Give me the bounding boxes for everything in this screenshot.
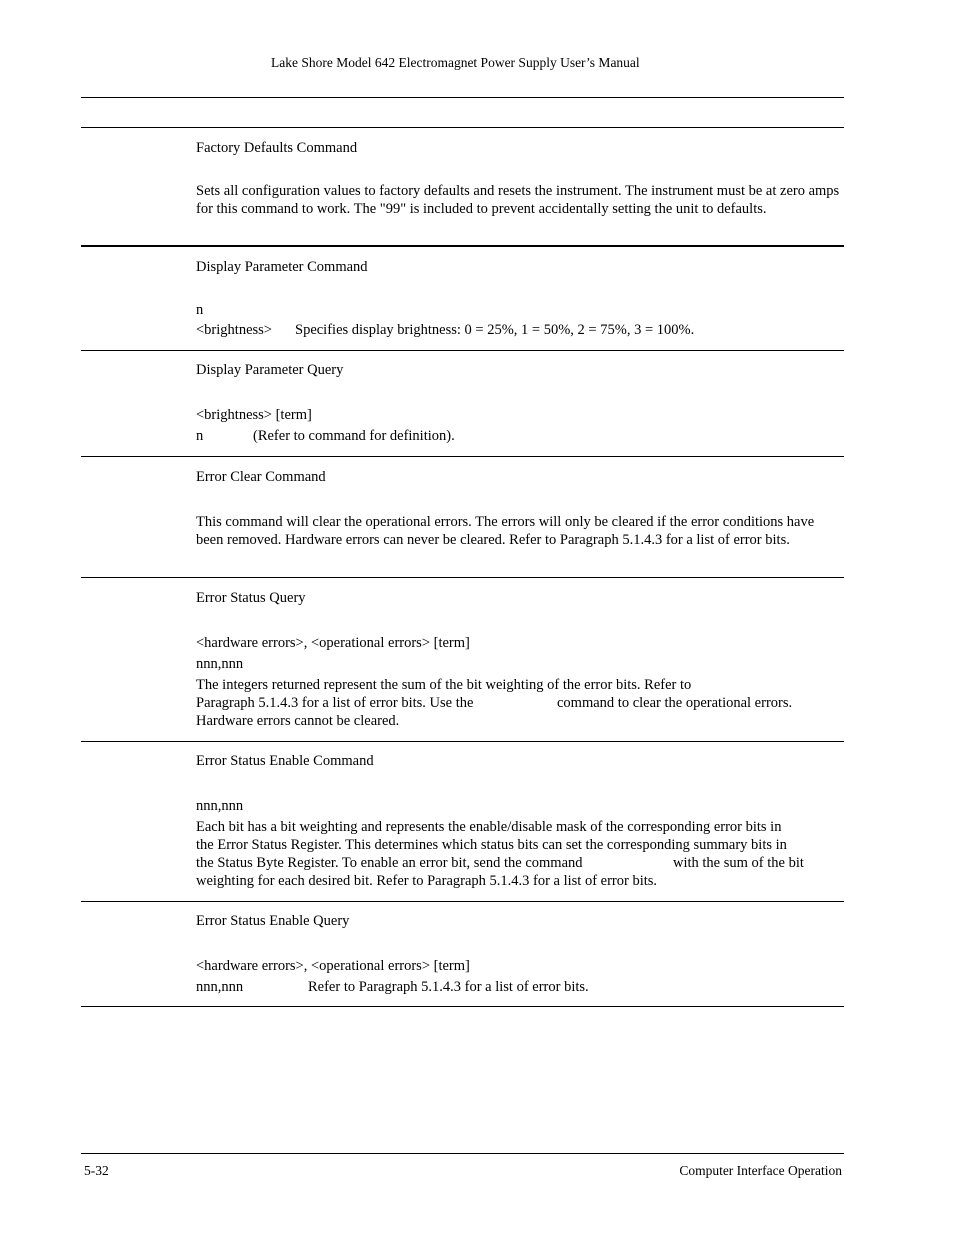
entry-remarks-line: the Status Byte Register. To enable an error bit, send the command (196, 855, 583, 871)
entry-returned: <hardware errors>, <operational errors> [term] (196, 958, 470, 974)
entry-format: nnn,nnn (196, 798, 244, 814)
entry-format: nnn,nnn (196, 979, 244, 995)
page-header-title: Lake Shore Model 642 Electromagnet Power Supply User’s Manual (271, 55, 640, 70)
entry-title: Error Status Enable Query (196, 913, 350, 929)
page-number: 5-32 (84, 1163, 109, 1178)
entry-divider (81, 901, 844, 902)
header-rule (81, 97, 844, 98)
entry-format: n (196, 302, 204, 318)
entry-remarks-line: Hardware errors cannot be cleared. (196, 713, 400, 729)
entry-remarks-line: the Error Status Register. This determines which status bits can set the corresponding summary bits in (196, 837, 787, 853)
entry-remarks-line: Each bit has a bit weighting and represents the enable/disable mask of the corresponding error bits in (196, 819, 782, 835)
entry-divider (81, 127, 844, 128)
entry-divider (81, 1006, 844, 1007)
entry-title: Display Parameter Query (196, 362, 344, 378)
entry-divider (81, 741, 844, 742)
entry-divider (81, 456, 844, 457)
entry-remarks: Sets all configuration values to factory defaults and resets the instrument. The instrument must be at zero amps for this command to work. The "99" is included to prevent accidentally setting the unit to defaults. (196, 183, 840, 217)
entry-divider (81, 577, 844, 578)
entry-format-note: Refer to Paragraph 5.1.4.3 for a list of error bits. (308, 979, 589, 995)
entry-title: Display Parameter Command (196, 259, 368, 275)
entry-title: Factory Defaults Command (196, 140, 358, 156)
entry-remarks-line: Paragraph 5.1.4.3 for a list of error bits. Use the (196, 695, 474, 711)
entry-returned: <brightness> [term] (196, 407, 312, 423)
entry-remarks-line: command to clear the operational errors. (557, 695, 793, 711)
entry-format: n (196, 428, 204, 444)
footer-section-title: Computer Interface Operation (679, 1163, 842, 1178)
entry-remarks-line: with the sum of the bit (673, 855, 804, 871)
param-description: Specifies display brightness: 0 = 25%, 1 = 50%, 2 = 75%, 3 = 100%. (295, 322, 695, 338)
entry-divider (81, 245, 844, 247)
entry-remarks-line: The integers returned represent the sum of the bit weighting of the error bits. Refer to (196, 677, 692, 693)
entry-title: Error Status Query (196, 590, 306, 606)
entry-format: nnn,nnn (196, 656, 244, 672)
entry-divider (81, 350, 844, 351)
param-name: <brightness> (196, 322, 272, 338)
footer-rule (81, 1153, 844, 1154)
entry-remarks-line: weighting for each desired bit. Refer to Paragraph 5.1.4.3 for a list of error bits. (196, 873, 658, 889)
entry-title: Error Clear Command (196, 469, 326, 485)
entry-remarks: This command will clear the operational errors. The errors will only be cleared if the error conditions have been removed. Hardware errors can never be cleared. Refer to Paragraph 5.1.4.3 for a list of error bits. (196, 514, 815, 548)
entry-title: Error Status Enable Command (196, 753, 374, 769)
entry-returned: <hardware errors>, <operational errors> [term] (196, 635, 470, 651)
entry-format-note: (Refer to command for definition). (253, 428, 455, 444)
